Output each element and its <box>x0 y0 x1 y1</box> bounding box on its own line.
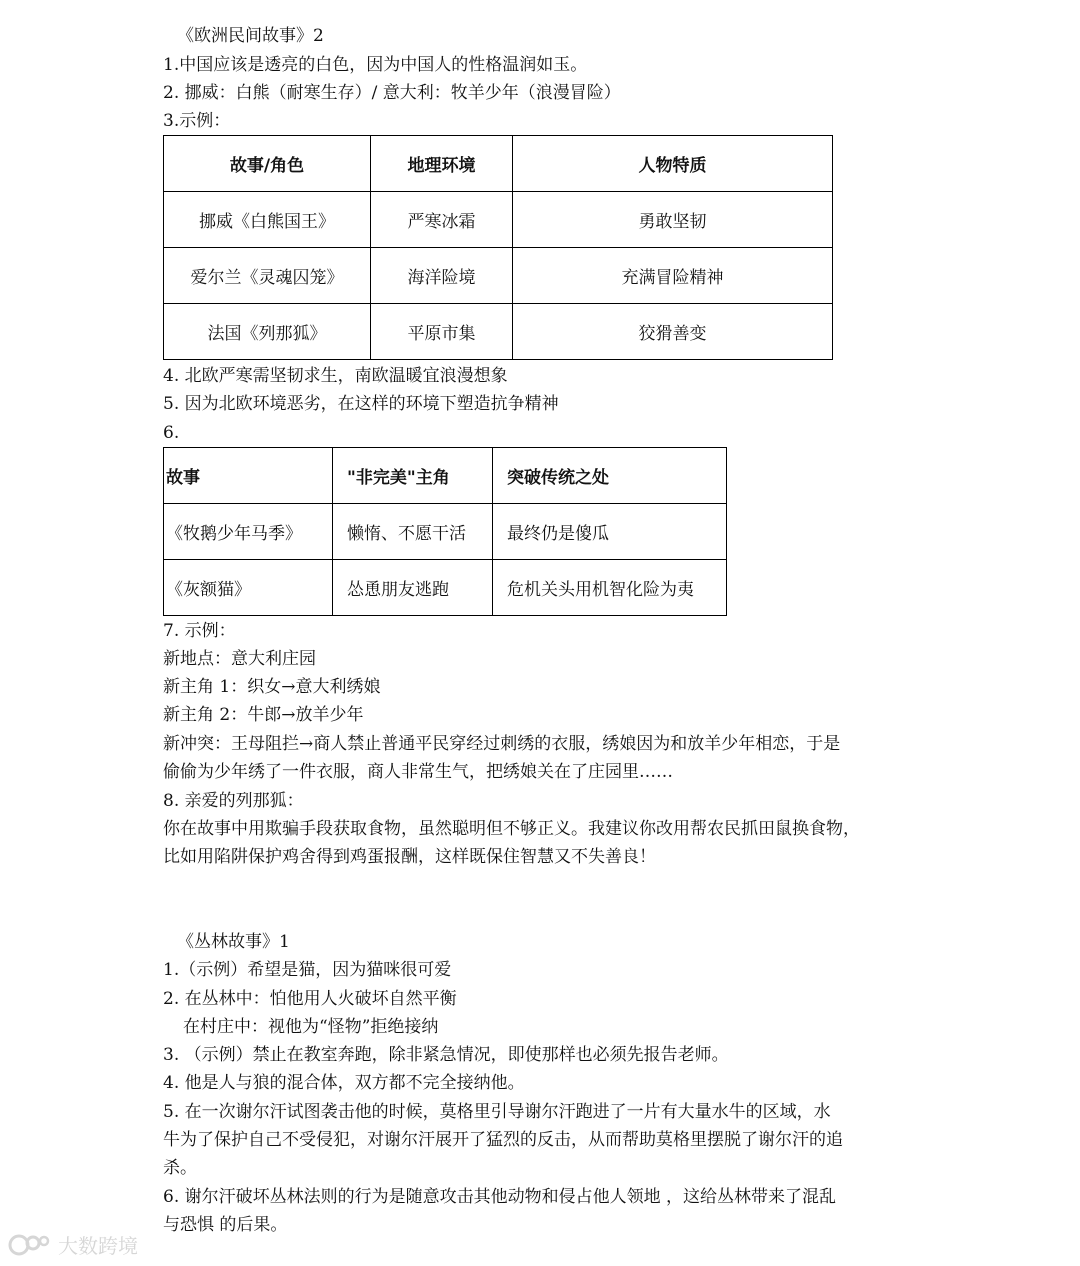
table-header: 故事 <box>164 448 333 504</box>
table-cell: 《灰额猫》 <box>164 560 333 616</box>
answer-7-conflict-cont: 偷偷为少年绣了一件衣服，商人非常生气，把绣娘关在了庄园里…… <box>163 762 673 782</box>
table-cell: 懒惰、不愿干活 <box>333 504 493 560</box>
table-cell: 法国《列那狐》 <box>164 304 371 360</box>
answer-8-body-cont: 比如用陷阱保护鸡舍得到鸡蛋报酬，这样既保住智慧又不失善良！ <box>163 847 656 867</box>
table-header: 突破传统之处 <box>493 448 727 504</box>
answer-8-salutation: 8. 亲爱的列那狐： <box>163 791 304 811</box>
answer-1: 1.（示例）希望是猫，因为猫咪很可爱 <box>163 960 452 980</box>
table-header: 人物特质 <box>513 136 833 192</box>
answer-6: 6. 谢尔汗破坏丛林法则的行为是随意攻击其他动物和侵占他人领地 ，这给丛林带来了混乱 <box>163 1187 837 1207</box>
watermark <box>8 1230 138 1259</box>
table-header: 故事/角色 <box>164 136 371 192</box>
answer-7-hero-1: 新主角 1：织女→意大利绣娘 <box>163 677 381 697</box>
answer-7-hero-2: 新主角 2：牛郎→放羊少年 <box>163 705 364 725</box>
table-imperfect-heroes <box>163 447 727 616</box>
answer-7-conflict: 新冲突：王母阻拦→商人禁止普通平民穿经过刺绣的衣服，绣娘因为和放羊少年相恋，于是 <box>163 734 841 754</box>
table-row <box>164 192 833 248</box>
table-cell: 挪威《白熊国王》 <box>164 192 371 248</box>
table-cell: 最终仍是傻瓜 <box>493 504 727 560</box>
answer-5-cont: 牛为了保护自己不受侵犯，对谢尔汗展开了猛烈的反击，从而帮助莫格里摆脱了谢尔汗的追 <box>163 1130 843 1150</box>
table-row <box>164 504 727 560</box>
table-cell: 充满冒险精神 <box>513 248 833 304</box>
table-cell: 爱尔兰《灵魂囚笼》 <box>164 248 371 304</box>
answer-2: 2. 挪威：白熊（耐寒生存）/ 意大利：牧羊少年（浪漫冒险） <box>163 83 621 103</box>
answer-2: 2. 在丛林中：怕他用人火破坏自然平衡 <box>163 989 457 1009</box>
table-row <box>164 304 833 360</box>
table-row <box>164 560 727 616</box>
table-cell: 狡猾善变 <box>513 304 833 360</box>
table-cell: 平原市集 <box>371 304 513 360</box>
table-cell: 危机关头用机智化险为夷 <box>493 560 727 616</box>
section-title: 《欧洲民间故事》2 <box>177 26 324 46</box>
answer-2-cont: 在村庄中：视他为“怪物”拒绝接纳 <box>183 1017 439 1037</box>
answer-8-body: 你在故事中用欺骗手段获取食物，虽然聪明但不够正义。我建议你改用帮农民抓田鼠换食物， <box>163 819 860 839</box>
table-story-environment <box>163 135 833 360</box>
table-cell: 《牧鹅少年马季》 <box>164 504 333 560</box>
answer-6-cont: 与恐惧 的后果。 <box>163 1215 288 1235</box>
table-cell: 勇敢坚韧 <box>513 192 833 248</box>
answer-7-location: 新地点：意大利庄园 <box>163 649 316 669</box>
answer-3-label: 3.示例： <box>163 111 231 131</box>
answer-5: 5. 在一次谢尔汗试图袭击他的时候，莫格里引导谢尔汗跑进了一片有大量水牛的区域，水 <box>163 1102 831 1122</box>
table-cell: 海洋险境 <box>371 248 513 304</box>
answer-7-label: 7. 示例： <box>163 621 236 641</box>
answer-4: 4. 北欧严寒需坚韧求生，南欧温暖宜浪漫想象 <box>163 366 508 386</box>
table-cell: 怂恿朋友逃跑 <box>333 560 493 616</box>
answer-5-end: 杀。 <box>163 1158 197 1178</box>
answer-5: 5. 因为北欧环境恶劣，在这样的环境下塑造抗争精神 <box>163 394 559 414</box>
watermark-text: 大数跨境 <box>58 1234 138 1258</box>
table-header: "非完美"主角 <box>333 448 493 504</box>
table-header: 地理环境 <box>371 136 513 192</box>
watermark-logo-icon <box>8 1232 52 1258</box>
answer-1: 1.中国应该是透亮的白色，因为中国人的性格温润如玉。 <box>163 55 588 75</box>
table-row <box>164 248 833 304</box>
answer-4: 4. 他是人与狼的混合体，双方都不完全接纳他。 <box>163 1073 525 1093</box>
table-cell: 严寒冰霜 <box>371 192 513 248</box>
answer-3: 3. （示例）禁止在教室奔跑，除非紧急情况，即使那样也必须先报告老师。 <box>163 1045 729 1065</box>
answer-6-label: 6. <box>163 423 180 443</box>
section-title: 《丛林故事》1 <box>177 932 290 952</box>
